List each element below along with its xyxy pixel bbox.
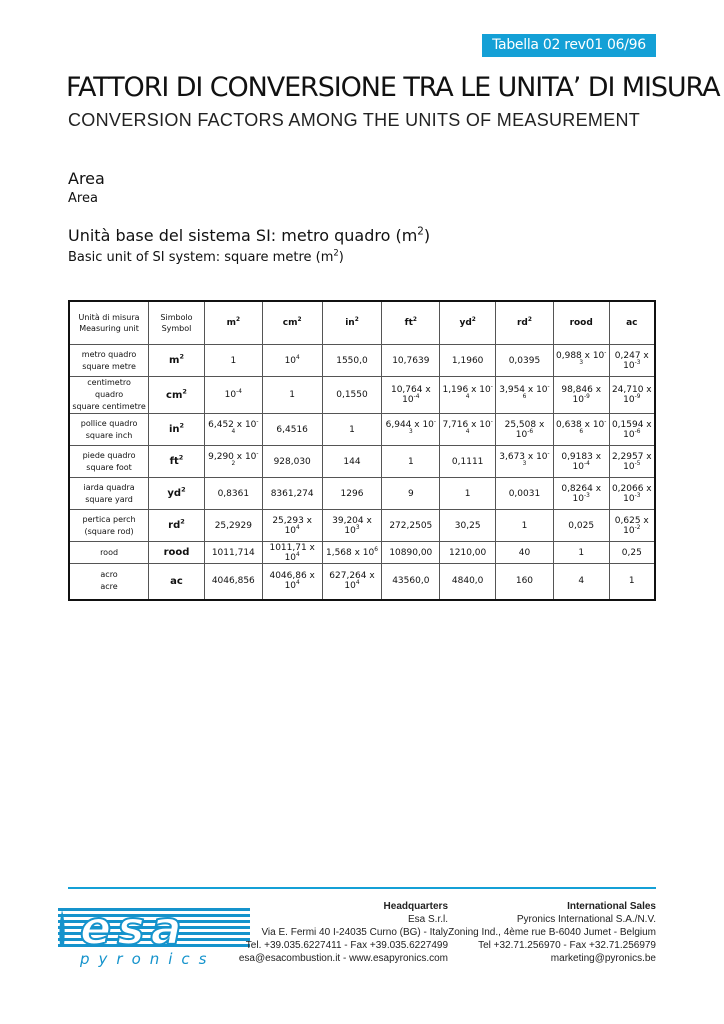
quantity-label-it: Area (68, 169, 105, 188)
conversion-value-cell: 1011,71 x $10^4$ (262, 542, 322, 564)
table-row (69, 478, 655, 510)
conversion-value-cell: 0,988 x $10^{-3}$ (553, 345, 609, 377)
page-title: FATTORI DI CONVERSIONE TRA LE UNITA’ DI MISURA (66, 72, 720, 103)
conversion-value-cell: 1011,714 (204, 542, 262, 564)
conversion-value-cell: 0,9183 x $10^{-4}$ (553, 446, 609, 478)
conversion-value-cell: 160 (496, 564, 554, 600)
conversion-value-cell: 0,8264 x $10^{-3}$ (553, 478, 609, 510)
header-unit-col: ac (609, 301, 655, 345)
table-row (69, 542, 655, 564)
si-base-unit-it: Unità base del sistema SI: metro quadro $(m^2)$ (68, 225, 431, 245)
conversion-value-cell: 9 (382, 478, 440, 510)
conversion-value-cell: 928,030 (262, 446, 322, 478)
conversion-value-cell: 1 (204, 345, 262, 377)
conversion-value-cell: 0,025 (553, 510, 609, 542)
address-line: Tel +32.71.256970 - Fax +32.71.256979 (478, 940, 656, 951)
page-subtitle: CONVERSION FACTORS AMONG THE UNITS OF MEASUREMENT (68, 110, 641, 130)
conversion-value-cell: 43560,0 (382, 564, 440, 600)
unit-symbol-cell: $yd^2$ (149, 478, 205, 510)
conversion-value-cell: 0,8361 (204, 478, 262, 510)
conversion-value-cell: 0,0031 (496, 478, 554, 510)
conversion-value-cell: 3,673 x $10^{-3}$ (496, 446, 554, 478)
address-line: Pyronics International S.A./N.V. (516, 914, 656, 925)
conversion-value-cell: 10,7639 (382, 345, 440, 377)
conversion-value-cell: 1210,00 (440, 542, 496, 564)
unit-name-cell: rood (69, 542, 149, 564)
conversion-value-cell: 0,625 x $10^{-2}$ (609, 510, 655, 542)
conversion-value-cell: 1,568 x $10^6$ (322, 542, 382, 564)
conversion-value-cell: 4 (553, 564, 609, 600)
conversion-value-cell: 1 (609, 564, 655, 600)
unit-name-cell: piede quadro square foot (69, 446, 149, 478)
conversion-value-cell: 39,204 x $10^3$ (322, 510, 382, 542)
conversion-value-cell: $10^4$ (262, 345, 322, 377)
unit-symbol-cell: $m^2$ (149, 345, 205, 377)
conversion-value-cell: 10,764 x $10^{-4}$ (382, 377, 440, 414)
address-line: Zoning Ind., 4ème rue B-6040 Jumet - Belgium (448, 927, 656, 938)
unit-symbol-cell: $cm^2$ (149, 377, 205, 414)
table-row (69, 345, 655, 377)
conversion-value-cell: 9,290 x $10^{-2}$ (204, 446, 262, 478)
svg-text:pyronics: pyronics (80, 950, 216, 968)
conversion-value-cell: 24,710 x $10^{-9}$ (609, 377, 655, 414)
header-symbol: Simbolo Symbol (149, 301, 205, 345)
conversion-value-cell: 1550,0 (322, 345, 382, 377)
contact-link[interactable]: esa@esacombustion.it - www.esapyronics.com (238, 953, 448, 964)
address-line: Tel. +39.035.6227411 - Fax +39.035.6227499 (245, 940, 448, 951)
table-row (69, 564, 655, 600)
conversion-value-cell: 30,25 (440, 510, 496, 542)
table-row (69, 377, 655, 414)
unit-symbol-cell: $in^2$ (149, 414, 205, 446)
conversion-value-cell: 1 (322, 414, 382, 446)
table-header-row (69, 301, 655, 345)
revision-badge: Tabella 02 rev01 06/96 (482, 34, 656, 57)
unit-symbol-cell: $ft^2$ (149, 446, 205, 478)
conversion-value-cell: 8361,274 (262, 478, 322, 510)
conversion-value-cell: 1 (553, 542, 609, 564)
conversion-value-cell: 1 (382, 446, 440, 478)
conversion-value-cell: 0,1550 (322, 377, 382, 414)
unit-name-cell: metro quadro square metre (69, 345, 149, 377)
conversion-value-cell: 0,1111 (440, 446, 496, 478)
unit-symbol-cell: ac (149, 564, 205, 600)
header-unit-col: $cm^2$ (262, 301, 322, 345)
conversion-value-cell: 3,954 x $10^{-6}$ (496, 377, 554, 414)
conversion-value-cell: 0,2066 x $10^{-3}$ (609, 478, 655, 510)
unit-name-cell: iarda quadra square yard (69, 478, 149, 510)
address-line: Esa S.r.l. (407, 914, 448, 925)
unit-name-cell: pertica perch (square rod) (69, 510, 149, 542)
conversion-value-cell: 0,0395 (496, 345, 554, 377)
esa-pyronics-logo (58, 902, 250, 968)
international-sales-address (448, 900, 656, 965)
conversion-table (68, 300, 656, 601)
conversion-value-cell: 6,452 x $10^{-4}$ (204, 414, 262, 446)
international-sales-heading: International Sales (567, 901, 656, 912)
conversion-value-cell: 0,25 (609, 542, 655, 564)
conversion-value-cell: 627,264 x $10^4$ (322, 564, 382, 600)
conversion-value-cell: 4046,856 (204, 564, 262, 600)
conversion-value-cell: 1,196 x $10^{-4}$ (440, 377, 496, 414)
conversion-value-cell: 6,944 x $10^{-3}$ (382, 414, 440, 446)
quantity-label-en: Area (68, 191, 98, 206)
header-unit-col: $in^2$ (322, 301, 382, 345)
si-base-unit-en: Basic unit of SI system: square metre $(m^2)$ (68, 247, 344, 265)
table-row (69, 510, 655, 542)
unit-symbol-cell: rood (149, 542, 205, 564)
conversion-value-cell: 1 (440, 478, 496, 510)
conversion-value-cell: 1 (496, 510, 554, 542)
conversion-value-cell: 2,2957 x $10^{-5}$ (609, 446, 655, 478)
conversion-value-cell: 25,293 x $10^4$ (262, 510, 322, 542)
headquarters-heading: Headquarters (383, 901, 448, 912)
conversion-value-cell: 0,1594 x $10^{-6}$ (609, 414, 655, 446)
conversion-value-cell: $10^{-4}$ (204, 377, 262, 414)
conversion-value-cell: 4046,86 x $10^4$ (262, 564, 322, 600)
unit-name-cell: pollice quadro square inch (69, 414, 149, 446)
header-unit-col: $ft^2$ (382, 301, 440, 345)
conversion-value-cell: 144 (322, 446, 382, 478)
address-line: Via E. Fermi 40 I-24035 Curno (BG) - Italy (261, 927, 448, 938)
header-unit-col: $m^2$ (204, 301, 262, 345)
conversion-value-cell: 25,2929 (204, 510, 262, 542)
headquarters-address (239, 900, 448, 965)
conversion-value-cell: 25,508 x $10^{-6}$ (496, 414, 554, 446)
table-row (69, 446, 655, 478)
conversion-value-cell: 4840,0 (440, 564, 496, 600)
conversion-value-cell: 98,846 x $10^{-9}$ (553, 377, 609, 414)
unit-name-cell: acro acre (69, 564, 149, 600)
header-measuring-unit: Unità di misura Measuring unit (69, 301, 149, 345)
table-row (69, 414, 655, 446)
conversion-value-cell: 0,247 x $10^{-3}$ (609, 345, 655, 377)
conversion-value-cell: 272,2505 (382, 510, 440, 542)
contact-link[interactable]: marketing@pyronics.be (550, 953, 656, 964)
table-body (69, 345, 655, 600)
conversion-value-cell: 1 (262, 377, 322, 414)
svg-text:esa: esa (80, 902, 188, 955)
header-unit-col: rood (553, 301, 609, 345)
conversion-value-cell: 6,4516 (262, 414, 322, 446)
header-unit-col: $rd^2$ (496, 301, 554, 345)
conversion-value-cell: 1296 (322, 478, 382, 510)
conversion-value-cell: 1,1960 (440, 345, 496, 377)
conversion-value-cell: 10890,00 (382, 542, 440, 564)
conversion-value-cell: 40 (496, 542, 554, 564)
conversion-value-cell: 7,716 x $10^{-4}$ (440, 414, 496, 446)
conversion-value-cell: 0,638 x $10^{-6}$ (553, 414, 609, 446)
unit-name-cell: centimetro quadro square centimetre (69, 377, 149, 414)
header-unit-col: $yd^2$ (440, 301, 496, 345)
footer-divider (68, 887, 656, 889)
unit-symbol-cell: $rd^2$ (149, 510, 205, 542)
